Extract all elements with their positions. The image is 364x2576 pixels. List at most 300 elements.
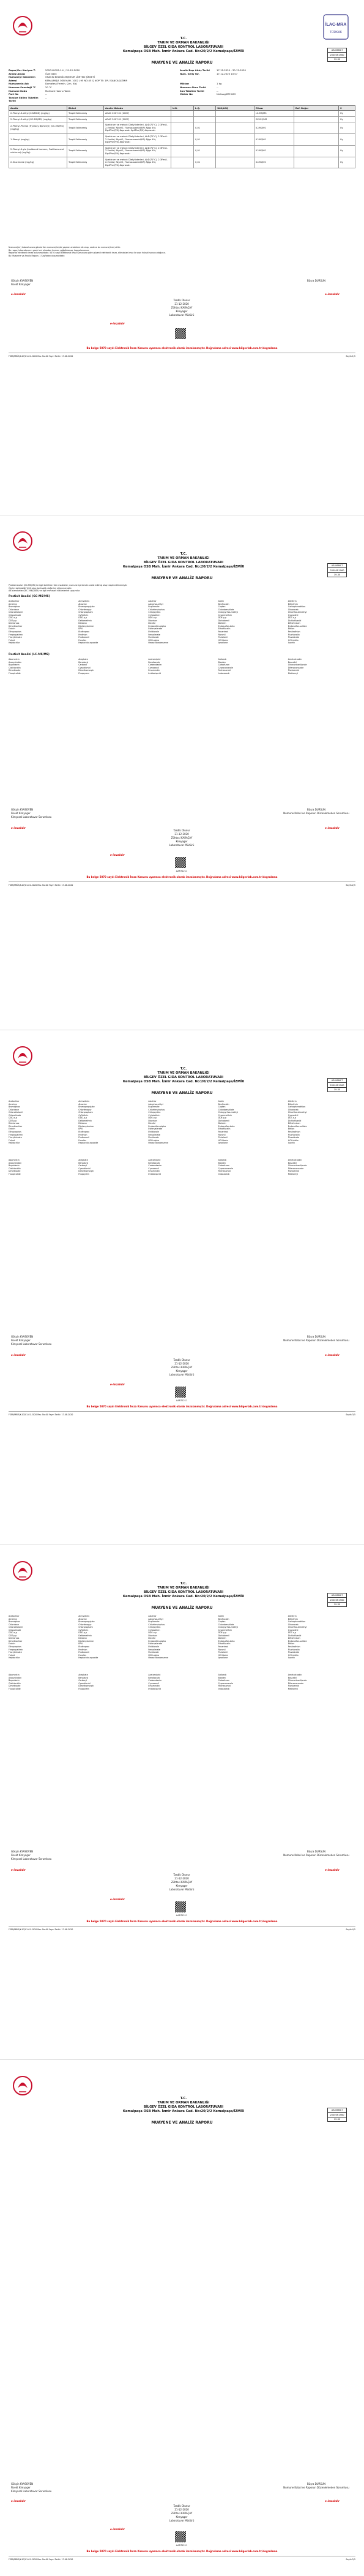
analyte-item: Diphenylamine — [78, 624, 94, 627]
analyte-item: Fluchloralin — [288, 633, 300, 636]
analyte-item: Atrazine — [78, 1103, 87, 1106]
legal-warning: Bu belge 5070 sayılı Elektronik İmza Kanunu uyarınca elektronik olarak imzalanmıştır. Doğrulama adresi www.bilgevlab.com.tr/dogrulama — [86, 1920, 278, 1923]
footer-doc-ref: FSER/MBİS/K-07/01-01-2020 Rev. No:00 Yayın Tarihi: 17.08.2020 — [9, 1928, 73, 1931]
analyte-item: Indoxacarb — [218, 1172, 229, 1175]
header-lab-name: BİLGEV ÖZEL GIDA KONTROL LABORATUVARI — [143, 1076, 224, 1079]
analyte-item: Bendiocarb — [148, 1161, 160, 1164]
analyte-item: HCH-beta — [218, 1139, 228, 1142]
ministry-emblem-icon — [12, 2073, 33, 2102]
table-row — [9, 145, 355, 157]
analyte-item: Carbaryl — [78, 664, 87, 667]
analyte-item: Carbaryl — [78, 1679, 87, 1682]
e-signature-mid: e-imzalıdır — [110, 322, 125, 325]
approval-title: Kimyager — [176, 2515, 188, 2518]
info-value: Mahsulü Hazırsı Yokla — [45, 89, 70, 92]
info-key: Tavsiye Edilen Tüketim Tarihi — [9, 95, 39, 103]
analyte-item: Esfenvalerate — [148, 1128, 163, 1131]
analyte-item: DDD-p,p — [78, 616, 87, 620]
report-page-5 — [0, 2059, 364, 2576]
analyte-item: Bromopropylate — [78, 1106, 95, 1109]
analyte-item: Flusilazole — [148, 1651, 159, 1654]
note-line: Bu rapor; laboratuvarın yazılı izni olmadan kısmen çoğaltılamaz, kopyalanamaz. — [9, 249, 90, 252]
approval-date: 21-12-2020 — [174, 1362, 189, 1365]
analyte-item: Fenarimol — [218, 1646, 228, 1649]
signature-right — [280, 808, 353, 815]
analyte-item: Difenoconazole — [288, 666, 304, 669]
analyte-item: DDD-p,p — [78, 1117, 87, 1120]
cell — [216, 133, 254, 145]
cell: GC-MS/MS — [254, 116, 294, 122]
cell — [171, 133, 194, 145]
analyte-item: Iprodione — [218, 1657, 228, 1660]
analyte-item: Atrazine — [78, 602, 87, 605]
analyte-item: Heptachlor-epoxide — [78, 1142, 98, 1145]
analyte-item: DDT-p,p — [9, 1634, 17, 1637]
analyte-item: Deltamethrin — [78, 1634, 92, 1637]
cell: Spektrum ve metod: Dietylinterleri, AhD(71°C), 2.3Fenil-2-Fenilol; NiyelO, Flumoxazamid(KP) Ağıpı 4%; Dp4Phe(P/0)-Keprasatı — [104, 157, 171, 168]
signer-role: Kimyasal Laboratuvar Sorumlusu — [11, 815, 52, 818]
analyte-item: Folpet — [9, 638, 15, 642]
analyte-item: Ethalfluralin — [218, 1642, 231, 1646]
page-footer — [9, 884, 355, 886]
analyte-item: Fenpropathrin — [9, 633, 23, 636]
approval-name: Zühtasi KARAÇAY — [171, 1366, 193, 1369]
analyte-item: Acrinathrin — [78, 1100, 90, 1103]
analyte-item: HCH-delta — [288, 638, 299, 642]
doc-rev: 19-30 — [333, 1088, 341, 1091]
page-footer — [9, 355, 355, 358]
analyte-item: HCH-alpha — [148, 1139, 159, 1142]
info-key: Mühür No — [180, 92, 193, 96]
verification-code: AAR71211 — [176, 1399, 188, 1402]
header-ministry: TARIM VE ORMAN BAKANLIĞI — [157, 1586, 210, 1590]
doc-rev: 19-30 — [333, 2117, 341, 2121]
analyte-item: Dimethoate — [9, 669, 21, 672]
cell: 1-Phenyl (mg/kg) — [9, 133, 67, 145]
analyte-item: Diflufenican — [288, 1122, 300, 1125]
footer-divider — [9, 1411, 355, 1412]
analyte-item: Cyfluthrin — [78, 1628, 89, 1631]
approval-date: 21-12-2020 — [174, 2508, 189, 2511]
analyte-item: Ametryn — [9, 1103, 18, 1106]
cell: 2-Phenyl-Phenol (Hydroxy Biphenyl) (GC-MS/MS) (mg/kg) — [9, 122, 67, 134]
analyte-item: Carbophenothion — [288, 605, 306, 608]
analyte-item: Dicofol — [148, 1637, 155, 1640]
report-page-3 — [0, 1030, 364, 1544]
analyte-item: Difenoconazole — [288, 1167, 304, 1170]
analyte-item: Carbophenothion — [288, 1106, 306, 1109]
analyte-item: Flutolanil — [218, 1651, 228, 1654]
section-title-lc: Pestisit Analizi (LC-MS/MS) — [9, 653, 50, 656]
cell: AOAC 2007.01 (2007) — [104, 116, 171, 122]
results-table — [9, 105, 355, 168]
analyte-item: Emamectin — [148, 1685, 160, 1688]
report-page-1 — [0, 0, 364, 515]
analyte-item: Fluchloralin — [288, 1648, 300, 1651]
signer-title: Fisekt Kimyager — [11, 2486, 31, 2489]
analyte-item: Aldicarb — [218, 658, 227, 661]
cell: 2-Phenyl-4-ylo (Laddered Isomers, Fraktions and mixtures) (mg/kg) — [9, 145, 67, 157]
col-header: U.B. — [171, 106, 194, 111]
analyte-item: DDT-p,p — [9, 1119, 17, 1122]
analyte-item: Cyproconazole — [218, 1682, 233, 1685]
e-signature-right: e-imzalıdır — [325, 293, 340, 296]
lab-header — [92, 2097, 275, 2114]
accreditation-logo-icon — [322, 13, 349, 42]
signer-title: Fisekt Kimyager — [11, 1339, 31, 1342]
analyte-item: Hexachlorobenzene — [148, 1142, 169, 1145]
approval-date: 21-12-2020 — [174, 302, 189, 305]
analyte-item: Dimethachlor — [9, 1125, 23, 1128]
analyte-item: Flonicamid — [288, 1685, 299, 1688]
analyte-item: Flucythrinate — [9, 1136, 22, 1139]
analyte-item: Chlozolinate — [9, 1628, 21, 1631]
table-row — [9, 133, 355, 145]
doc-number: 20000R1960 — [328, 1083, 346, 1087]
analyte-item: Acrinathrin — [78, 1615, 90, 1617]
doc-code: AB-0666-T — [328, 1079, 346, 1083]
analyte-list-gc — [9, 1100, 355, 1145]
analyte-item: Azinphos-ethyl — [148, 602, 163, 605]
analyte-item: Endosulfan-sulfate — [288, 1639, 307, 1642]
lab-header — [92, 1067, 275, 1084]
analyte-item: Indoxacarb — [218, 1687, 229, 1690]
analyte-item: Azoxystrobin — [9, 661, 22, 664]
signer-name: Gökşin KYASOVEN — [11, 808, 34, 811]
analyte-item: Bifenthrin — [288, 1617, 298, 1620]
analyte-item: Chloroneb — [288, 1623, 299, 1626]
analyte-item: Fluvalinate — [288, 636, 299, 639]
analyte-item: Deltamethrin — [78, 619, 92, 622]
signature-left — [11, 1335, 84, 1346]
analyte-item: Chlorobenzilate — [218, 608, 234, 611]
analyte-item: HCH-alpha — [148, 1653, 159, 1657]
analyte-item: Chlordane — [9, 608, 19, 611]
analyte-item: Etridiazole — [148, 1131, 159, 1134]
analyte-item: Flonicamid — [288, 669, 299, 672]
analyte-list-gc — [9, 600, 355, 645]
cell — [216, 111, 254, 117]
info-key: Part No — [9, 92, 19, 96]
signature-right — [280, 279, 353, 283]
analyte-item: Fenitrothion — [288, 631, 300, 634]
analyte-item: Chlorfenvinphos — [148, 1108, 165, 1111]
analyte-item: Chlorobenzilate — [218, 1623, 234, 1626]
analyte-item: Iprodione — [218, 1142, 228, 1145]
analyte-item: Aldrin — [218, 1615, 225, 1617]
analyte-item: Diazinon — [148, 619, 157, 622]
cell: AOAC 2007.01 (2007) — [104, 111, 171, 117]
accreditation-sub-text: TÜRKAK — [329, 31, 343, 34]
analyte-item: Methomyl — [288, 1687, 299, 1690]
signer-title: Numune Kabul ve Raporun Düzenlemeden Sorumlusu — [283, 812, 349, 815]
analyte-item: Deltamethrin — [78, 1119, 92, 1122]
analyte-item: Bupirimate — [148, 605, 160, 608]
info-key: Analiz Başı Atılış Tarihi — [180, 69, 210, 72]
info-value: 20 °C — [45, 85, 52, 89]
analyte-item: Imidacloprid — [148, 1172, 161, 1175]
analyte-item: Alachlor — [148, 600, 157, 602]
signature-right — [280, 2482, 353, 2490]
doc-code: AB-0666-T — [328, 1593, 346, 1598]
report-page-4 — [0, 1544, 364, 2059]
cell: Tespit Edilmemiş — [67, 157, 104, 168]
note-line: Ölçüm belirsizliği %50 olup; belirsizlik değerleri eklenmemiştir. — [9, 586, 72, 590]
analyte-item: Bromophos — [9, 1106, 20, 1109]
analyte-item: Cyprodinil — [288, 1114, 299, 1117]
legal-warning: Bu belge 5070 sayılı Elektronik İmza Kanunu uyarınca elektronik olarak imzalanmıştır. Doğrulama adresi www.bilgevlab.com.tr/dogrulama — [86, 875, 278, 878]
cell: Uy — [338, 111, 355, 117]
info-value: 17-12-2020 - 30-12-2020 — [217, 69, 246, 72]
verification-code: AAR71211 — [176, 2544, 188, 2547]
report-notes — [9, 246, 355, 257]
signature-approval — [114, 1358, 249, 1377]
analyte-item: Chlorothalonil — [9, 1626, 23, 1629]
analyte-item: Ametoctradin — [288, 1159, 302, 1161]
analyte-item: Fipronil — [218, 1133, 226, 1136]
analyte-item: DDT-o,p — [288, 1631, 296, 1634]
analyte-item: Endosulfan-beta — [218, 1125, 235, 1128]
signer-title: Fisekt Kimyager — [11, 283, 31, 286]
cell: Tespit Edilmemiş — [67, 111, 104, 117]
analyte-item: Dieldrin — [218, 622, 226, 625]
analyte-item: Atrazine — [78, 1617, 87, 1620]
analyte-item: HCH-alpha — [148, 638, 159, 642]
analyte-item: Allethrin — [288, 1615, 297, 1617]
analyte-item: DDD-o,p — [9, 1117, 18, 1120]
analyte-item: Acrinathrin — [78, 600, 90, 602]
page-footer — [9, 1413, 355, 1416]
analyte-item: Aldicarb — [218, 1159, 227, 1161]
signer-name: Büşra DURSUN — [307, 808, 325, 811]
approval-name: Zühtasi KARAÇAY — [171, 2512, 193, 2515]
analyte-item: Acephate — [78, 1159, 88, 1161]
analyte-item: Fludioxonil — [78, 1136, 89, 1139]
doc-rev: 19-30 — [333, 58, 341, 61]
header-ministry: TARIM VE ORMAN BAKANLIĞI — [157, 41, 210, 45]
analyte-item: Endosulfan-sulfate — [288, 624, 307, 627]
analyte-item: Chlorthal-dimethyl — [288, 1111, 307, 1114]
analyte-item: Bromophos — [9, 605, 20, 608]
analyte-item: Dichlobenil — [218, 1119, 229, 1122]
cell: Tespit Edilmemiş — [67, 133, 104, 145]
info-value: -- — [45, 95, 47, 99]
analyte-item: Ametryn — [9, 602, 18, 605]
e-signature-mid: e-imzalıdır — [110, 1898, 125, 1901]
info-key: Analiz Amacı — [9, 72, 26, 75]
analyte-item: Abamectin — [9, 658, 20, 661]
analyte-item: Buprofezin — [9, 664, 20, 667]
col-header: ULK/LOQ — [216, 106, 254, 111]
analyte-item: Fenthion — [78, 1648, 87, 1651]
header-lab-name: BİLGEV ÖZEL GIDA KONTROL LABORATUVARI — [143, 45, 224, 49]
analyte-item: Dicloran — [78, 622, 87, 625]
page-footer — [9, 2558, 355, 2561]
analyte-item: Fenthion — [78, 633, 87, 636]
cell: 0,01 — [194, 133, 216, 145]
signature-left — [11, 279, 84, 286]
section-title-gc: Pestisit Analizi (GC-MS/MS) — [9, 595, 50, 598]
analyte-item: Ethalfluralin — [218, 1128, 231, 1131]
approval-label: Tasdik Olunur — [173, 2504, 190, 2507]
info-value: ORACIN BELEDİLEN/MISIR LİMITED ŞİRKETİ — [45, 75, 95, 79]
header-lab-name: BİLGEV ÖZEL GIDA KONTROL LABORATUVARI — [143, 561, 224, 564]
analyte-item: Cyprodinil — [288, 613, 299, 616]
analyte-item: Heptachlor — [9, 1142, 20, 1145]
analyte-item: Iprodione — [218, 642, 228, 645]
info-key: Numunenin Adı — [9, 82, 29, 86]
analysis-notes — [9, 584, 355, 593]
analyte-item: Etofenprox — [78, 631, 90, 634]
analyte-item: Emamectin — [148, 1170, 160, 1173]
info-value: Mahsug/BTH063 — [217, 92, 236, 96]
info-key: Num. Geliş Tar. — [180, 72, 199, 75]
analyte-item: Acetochlor — [9, 1615, 20, 1617]
analyte-item: Flusilazole — [148, 1136, 159, 1139]
analyte-list-gc — [9, 1615, 355, 1660]
cell: IC-MS/MS — [254, 145, 294, 157]
cell — [171, 116, 194, 122]
analyte-item: Carbophenothion — [288, 1620, 306, 1623]
header-ministry: TARIM VE ORMAN BAKANLIĞI — [157, 1071, 210, 1075]
info-key: Miktarı — [180, 82, 190, 86]
analyte-item: Alachlor — [148, 1100, 157, 1103]
analyte-item: Dichlobenil — [218, 1634, 229, 1637]
analyte-item: Cyhalothrin — [148, 1628, 160, 1631]
header-tc: T.C. — [180, 2097, 187, 2100]
e-signature-right: e-imzalıdır — [325, 1354, 340, 1357]
approval-title: Kimyager — [176, 840, 188, 843]
analyte-item: Endosulfan-alpha — [148, 624, 166, 627]
analyte-item: Methomyl — [288, 672, 299, 675]
analyte-item: DDT-p,p — [9, 619, 17, 622]
analyte-item: Bifenthrin — [288, 1103, 298, 1106]
analyte-item: Esfenvalerate — [148, 1642, 163, 1646]
signature-left — [11, 2482, 84, 2493]
analyte-item: HCH-delta — [288, 1653, 299, 1657]
approval-role: Laboratuvar Müdürü — [169, 844, 195, 847]
col-header: Analiz — [9, 106, 67, 111]
analyte-item: Chlorantraniliprole — [288, 1679, 307, 1682]
analyte-item: EPN — [78, 1128, 83, 1131]
doc-number: 20000R1960 — [328, 568, 346, 572]
analyte-item: Chlorpropham — [78, 1626, 93, 1629]
ministry-emblem-icon — [12, 529, 33, 557]
analyte-item: Carbendazim — [148, 1679, 162, 1682]
cell: Spektrum ve metod: Dietylinterleri, AhD(71°C), 2.3Fenil-2-Fenilol; NiyelO, Flumoxazamid(KP) Ağıpı 4%; Dp4Phe(P/0)-Keprasatı — [104, 145, 171, 157]
doc-code: AB-0666-T — [328, 564, 346, 568]
cell — [171, 145, 194, 157]
analyte-item: Flusilazole — [148, 636, 159, 639]
analyte-item: Heptachlor — [9, 1657, 20, 1660]
analyte-item: Imidacloprid — [148, 1687, 161, 1690]
analyte-item: Chlorfenapyr — [78, 1623, 92, 1626]
approval-label: Tasdik Olunur — [173, 1358, 190, 1361]
signer-name: Büşra DURSUN — [307, 279, 325, 282]
page-number: Sayfa 3/5 — [346, 1413, 355, 1416]
col-header: Ref. Değer — [294, 106, 338, 111]
header-address: Kemalpaşa OSB Mah. İzmir Ankara Cad. No:20/2/2 Kemalpaşa/İZMİR — [122, 1080, 245, 1084]
page-number: Sayfa 1/5 — [346, 355, 355, 358]
analyte-item: Dicofol — [148, 622, 155, 625]
analyte-item: Fenvalerate — [148, 1133, 160, 1136]
doc-code: AB-0666-T — [328, 48, 346, 53]
analyte-item: Bixafen — [218, 1676, 226, 1679]
analyte-item: Azoxystrobin — [9, 1676, 22, 1679]
approval-role: Laboratuvar Müdürü — [169, 313, 195, 316]
analyte-item: Diflufenican — [288, 622, 300, 625]
analyte-list-lc — [9, 1674, 355, 1690]
analyte-item: Chlorfenapyr — [78, 1108, 92, 1111]
analyte-item: Acetamiprid — [148, 1159, 161, 1161]
analyte-item: Chloroneb — [288, 608, 299, 611]
cell: 0,01 — [194, 157, 216, 168]
info-key: Numune Kodu — [9, 89, 28, 92]
analyte-item: Flutolanil — [218, 636, 228, 639]
note-line: Raporda elektronik imza bulunmaktadır. 5070 sayılı Elektronik İmza Kanununa göre güvenli elektronik imza, elle atılan imza ile aynı hukuki sonucu doğurur. — [9, 252, 166, 254]
signature-approval — [114, 1873, 249, 1892]
lab-header — [92, 1582, 275, 1599]
header-tc: T.C. — [180, 1067, 187, 1071]
analyte-item: Bendiocarb — [148, 1676, 160, 1679]
e-signature-left: e-imzalıdır — [11, 293, 26, 296]
cell: Spektrum ve metod: Dietylinterleri, AhD(71°C), 2.3Fenil-2-Fenilol; NiyelO, Flumoxazamid(KP) Ağıpı 4%; Dp4Phe(P/0)-Keprasatı 0p4Phe(P/0)-Keprasatı — [104, 122, 171, 134]
analyte-item: Captan — [218, 605, 226, 608]
analyte-item: Difenoconazole — [288, 1682, 304, 1685]
analyte-item: Fluvalinate — [288, 1136, 299, 1139]
signer-title: Fisekt Kimyager — [11, 812, 31, 815]
cell: 2-Glucimede (mg/kg) — [9, 157, 67, 168]
analyte-item: Cypermethrin — [218, 1114, 232, 1117]
document-code-box — [327, 1078, 347, 1092]
table-row — [9, 157, 355, 168]
analyte-item: Acetamiprid — [148, 658, 161, 661]
signer-role: Kimyasal Laboratuvar Sorumlusu — [11, 2490, 52, 2493]
header-tc: T.C. — [180, 552, 187, 556]
analyte-item: Fenarimol — [218, 631, 228, 634]
analyte-item: Endosulfan-beta — [218, 1639, 235, 1642]
analyte-item: Chlorantraniliprole — [288, 1164, 307, 1167]
sample-info — [9, 69, 355, 103]
analyte-item: Etofenprox — [78, 1131, 90, 1134]
analyte-item: HCH-beta — [218, 638, 228, 642]
qr-code-icon — [175, 328, 186, 339]
analyte-item: Fonofos — [78, 1139, 86, 1142]
analyte-item: Chlorothalonil — [9, 1111, 23, 1114]
analyte-item: Cymoxanil — [148, 666, 159, 669]
analyte-item: Bromopropylate — [78, 605, 95, 608]
table-row — [9, 122, 355, 134]
analyte-item: Chlorothalonil — [9, 611, 23, 614]
analyte-item: DDT-o,p — [288, 1117, 296, 1120]
qr-code-icon — [175, 857, 186, 868]
col-header: Cihazı — [254, 106, 294, 111]
analyte-item: Aldicarb — [218, 1674, 227, 1676]
analyte-item: Bendiocarb — [148, 661, 160, 664]
analyte-item: DDE-o,p — [148, 616, 157, 620]
analyte-item: Boscalid — [288, 1676, 297, 1679]
analyte-item: Fludioxonil — [78, 1651, 89, 1654]
approval-role: Laboratuvar Müdürü — [169, 1888, 195, 1891]
analyte-item: Imidacloprid — [148, 672, 161, 675]
analyte-item: Dichlorvos — [9, 1122, 20, 1125]
analyte-item: Acephate — [78, 658, 88, 661]
analyte-item: Cyprodinil — [288, 1628, 299, 1631]
document-code-box — [327, 563, 347, 577]
signature-approval — [114, 829, 249, 847]
e-signature-right: e-imzalıdır — [325, 2499, 340, 2503]
cell: 2-Phenyl-3-ethyl (GC-MS/MS) (mg/kg) — [9, 116, 67, 122]
